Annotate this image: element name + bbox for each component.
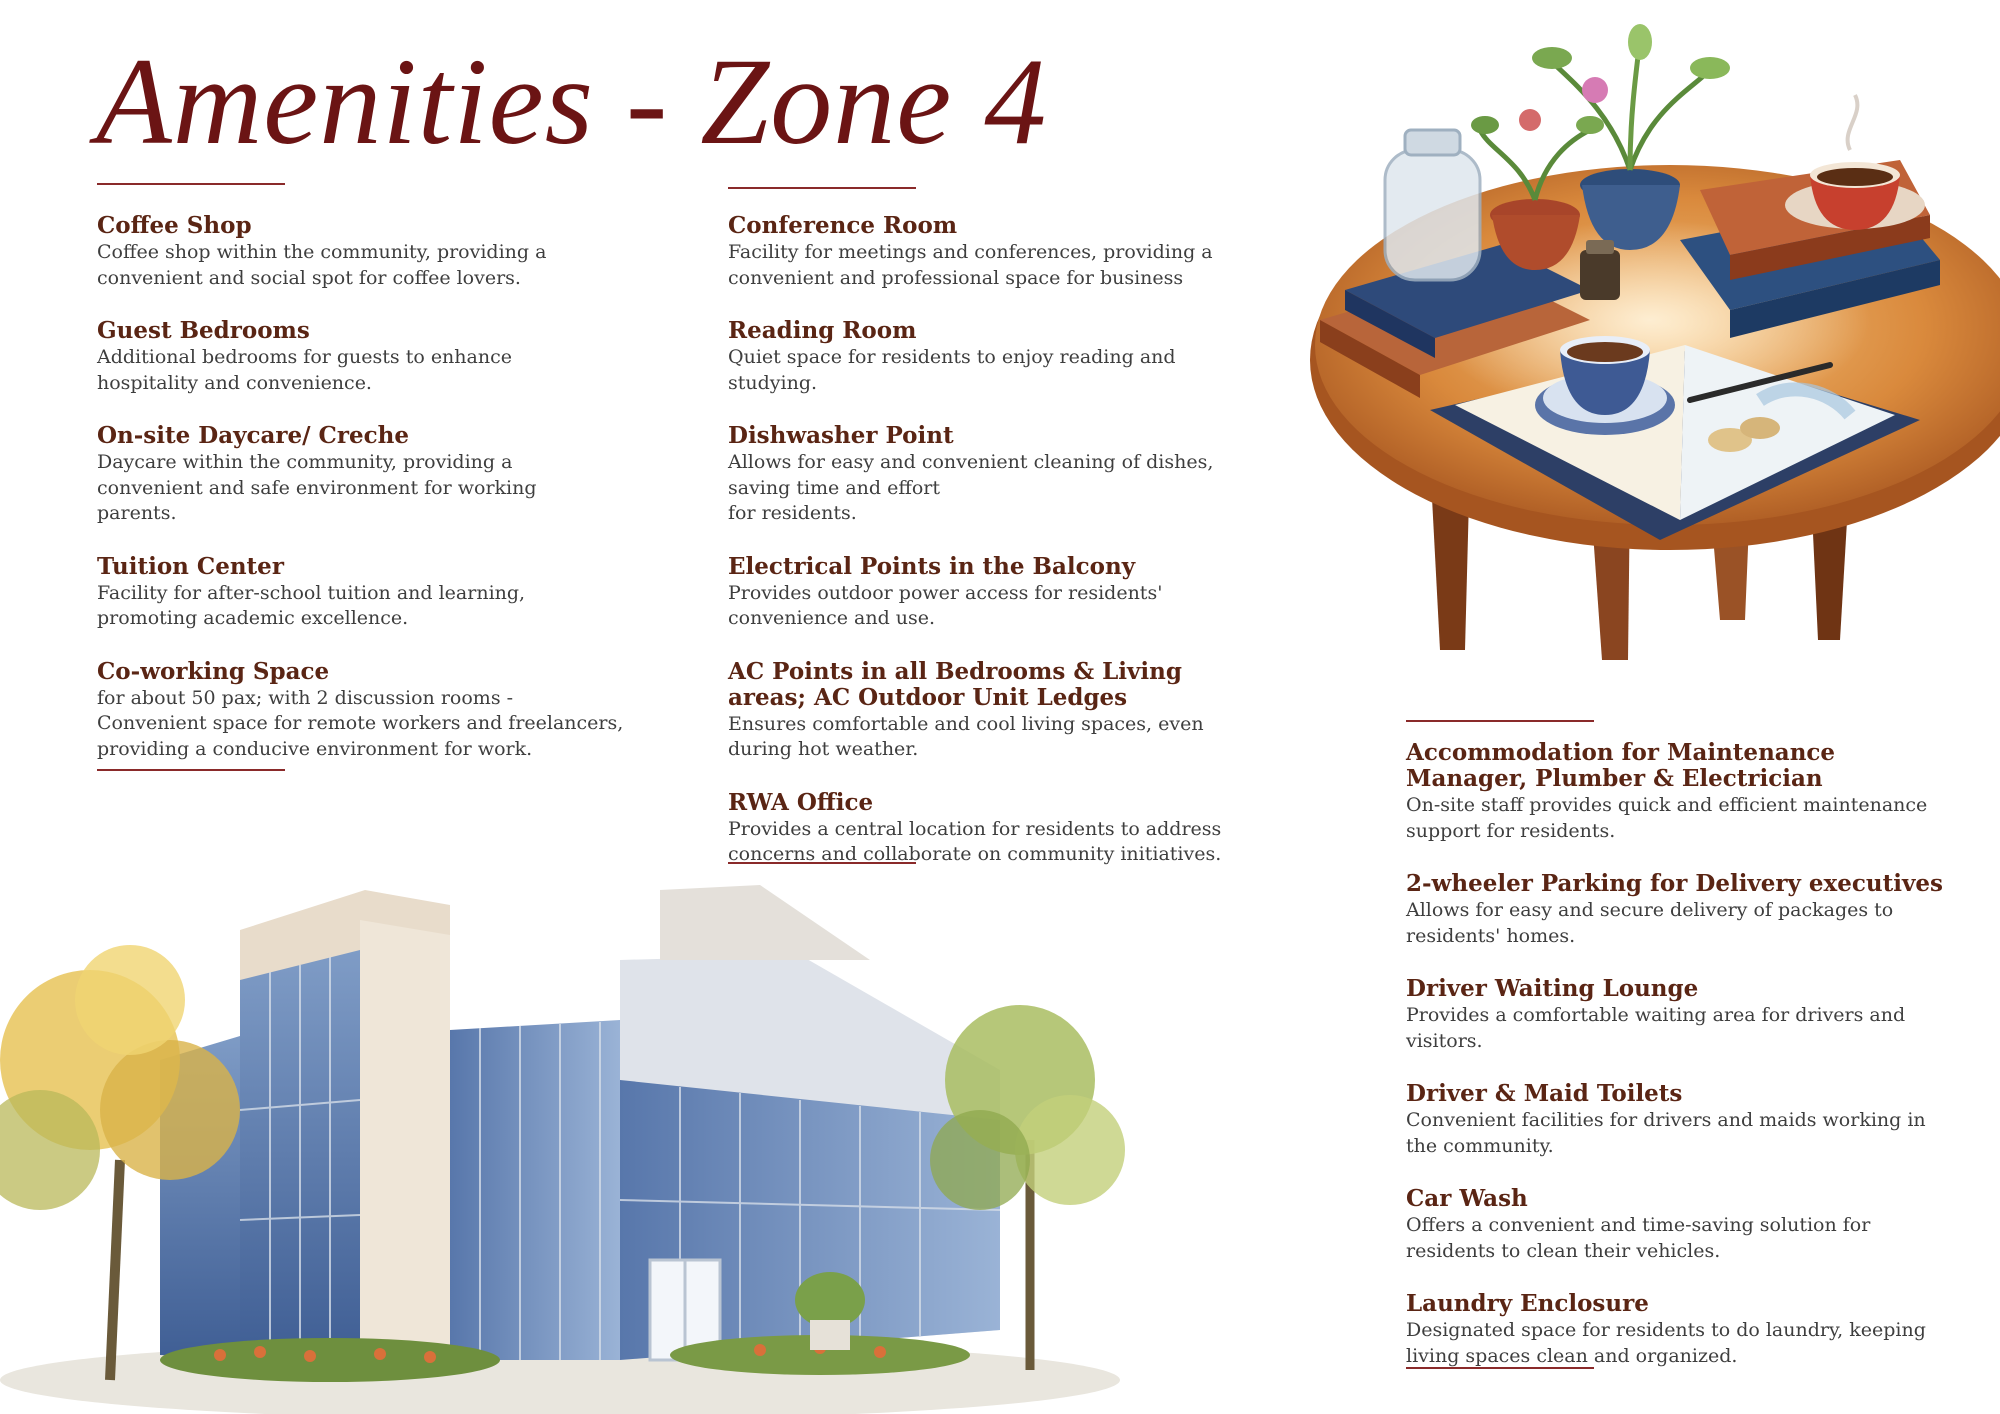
amenity-title: AC Points in all Bedrooms & Living areas; AC Outdoor Unit Ledges <box>728 657 1182 711</box>
amenity-two-wheeler-parking <box>1406 871 1976 949</box>
amenity-title: 2-wheeler Parking for Delivery executives <box>1406 870 1943 897</box>
amenity-title: Co-working Space <box>97 657 330 685</box>
amenity-description: Quiet space for residents to enjoy reading and studying. <box>728 346 1176 394</box>
amenity-maintenance-accommodation <box>1406 740 1976 844</box>
amenity-description: Facility for after-school tuition and learning, promoting academic excellence. <box>97 581 526 629</box>
page-title: Amenities - Zone 4 <box>96 33 1048 170</box>
amenity-title: Guest Bedrooms <box>97 317 310 344</box>
amenity-title: Driver Waiting Lounge <box>1406 975 1699 1002</box>
glass-building-illustration <box>0 860 1160 1414</box>
amenity-description: Additional bedrooms for guests to enhance hospitality and convenience. <box>97 346 512 394</box>
amenity-title: Coffee Shop <box>97 212 252 239</box>
amenity-coffee-shop <box>97 213 697 291</box>
amenity-description: Provides outdoor power access for residents' convenience and use. <box>728 581 1163 629</box>
amenity-description: Ensures comfortable and cool living spaces, even during hot weather. <box>728 712 1204 760</box>
amenity-description: Designated space for residents to do laundry, keeping living spaces clean and organized. <box>1406 1319 1926 1367</box>
amenities-column-3 <box>1406 740 1976 1396</box>
amenity-title: Accommodation for Maintenance Manager, Plumber & Electrician <box>1406 739 1836 792</box>
amenity-tuition-center <box>97 554 697 632</box>
amenity-title: Dishwasher Point <box>728 422 954 449</box>
amenity-description: for about 50 pax; with 2 discussion rooms - Convenient space for remote workers and freelancers, providing a conducive environment for work. <box>97 686 624 760</box>
table-books-tea-illustration <box>1290 20 2000 690</box>
amenity-driver-maid-toilets <box>1406 1081 1976 1159</box>
amenity-description: Allows for easy and convenient cleaning of dishes, saving time and effort for residents. <box>728 451 1214 524</box>
amenity-title: Tuition Center <box>97 552 284 580</box>
amenity-description: Allows for easy and secure delivery of packages to residents' homes. <box>1406 899 1894 947</box>
amenity-dishwasher-point <box>728 423 1348 527</box>
amenity-coworking-space <box>97 659 697 763</box>
amenity-title: Reading Room <box>728 317 917 344</box>
amenity-title: Conference Room <box>728 212 958 239</box>
amenity-ac-points <box>728 659 1348 763</box>
amenity-description: Offers a convenient and time-saving solution for residents to clean their vehicles. <box>1406 1214 1871 1262</box>
amenity-title: Car Wash <box>1406 1185 1528 1212</box>
amenity-car-wash <box>1406 1186 1976 1264</box>
divider-col1-top <box>97 183 285 185</box>
amenity-driver-lounge <box>1406 976 1976 1054</box>
divider-col3-top <box>1406 720 1594 722</box>
amenity-description: Daycare within the community, providing a convenient and safe environment for working parents. <box>97 451 537 524</box>
amenity-description: Convenient facilities for drivers and maids working in the community. <box>1406 1109 1926 1157</box>
amenity-title: Electrical Points in the Balcony <box>728 552 1136 580</box>
amenity-balcony-electrical <box>728 554 1348 632</box>
amenity-description: Provides a central location for residents to address concerns and collaborate on community initiatives. <box>728 817 1222 865</box>
amenity-description: Facility for meetings and conferences, providing a convenient and professional space for business <box>728 241 1213 289</box>
amenity-rwa-office <box>728 790 1348 868</box>
amenity-daycare <box>97 423 697 527</box>
amenities-column-1 <box>97 213 697 789</box>
amenity-conference-room <box>728 213 1348 291</box>
amenities-column-2 <box>728 213 1348 895</box>
amenity-description: Coffee shop within the community, providing a convenient and social spot for coffee lovers. <box>97 241 547 289</box>
amenity-title: Driver & Maid Toilets <box>1406 1080 1683 1107</box>
divider-col2-top <box>728 187 916 189</box>
amenity-title: On-site Daycare/ Creche <box>97 422 409 449</box>
amenity-title: RWA Office <box>728 788 874 816</box>
amenity-description: Provides a comfortable waiting area for drivers and visitors. <box>1406 1004 1906 1052</box>
amenity-description: On-site staff provides quick and efficient maintenance support for residents. <box>1406 794 1928 842</box>
amenity-title: Laundry Enclosure <box>1406 1290 1649 1317</box>
amenity-laundry-enclosure <box>1406 1291 1976 1369</box>
amenity-reading-room <box>728 318 1348 396</box>
amenity-guest-bedrooms <box>97 318 697 396</box>
